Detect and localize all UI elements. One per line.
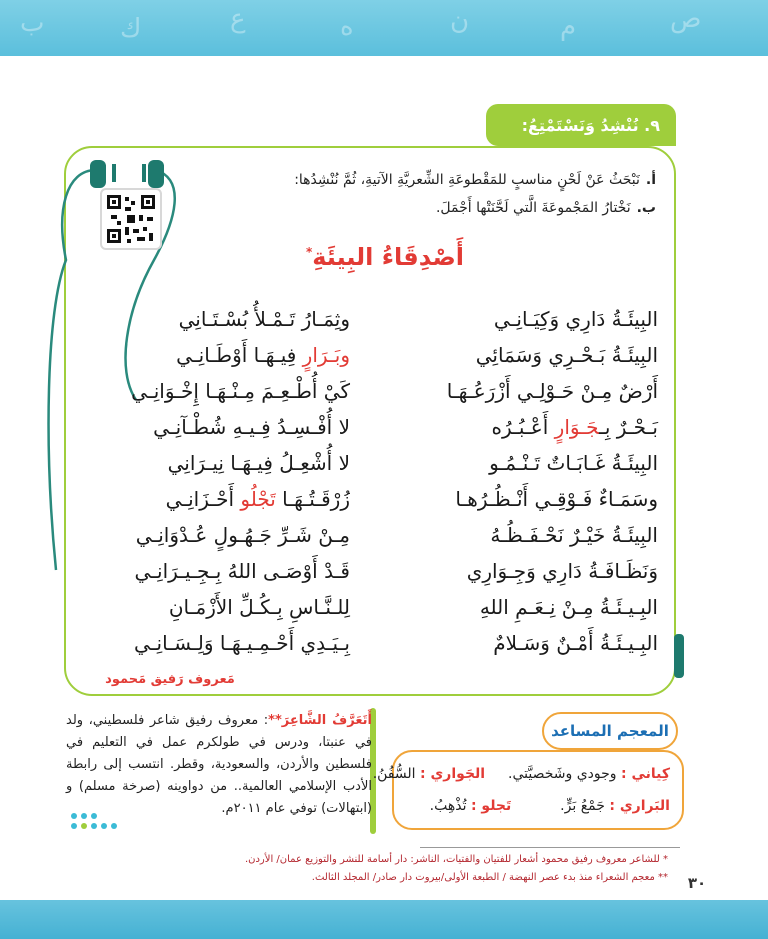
section-title-tab: [486, 104, 676, 146]
verse-2-second: [100, 338, 350, 372]
page-number: ٣٠: [687, 874, 707, 892]
footnote-2: ** معجم الشعراء منذ بدء عصر النهضة / الطبعة الأولى/بيروت دار صادر/ المجلد الثالث.: [311, 872, 668, 883]
bio-text: : معروف رفيق شاعر فلسطيني، ولد في عنبتا، ودرس في طولكرم عمل في التعليم في فلسطين والأردن، والسعودية، وقطر. انتسب إلى رابطة الأدب الإسلامي العالمية.. من دواوينه (صرخة مسلم) و (ابتهالات) توفي عام ٢٠١١م.: [66, 713, 372, 816]
verse-1-second: وثِمَـارُ تَـمْـلأُ بُسْـتَـانِي: [178, 307, 350, 331]
instruction-b-text: نَخْتارُ المَجْموعَةَ الَّتي لَحَّنَتْها أَجْمَلَ.: [435, 200, 631, 216]
footnote-1: * للشاعر معروف رفيق محمود أشعار للفتيان والفتيات، الناشر: دار أسامة للنشر والتوزيع عمان/ الأردن.: [244, 854, 668, 865]
verse-6-second-c: أَحْـزَانِـي: [165, 487, 241, 511]
verse-10-first: البِـيـئَـةُ أَمْـنٌ وَسَـلامٌ: [493, 631, 658, 655]
verse-2-second-b: فِيـهَـا أَوْطَـانِـي: [176, 343, 303, 367]
instruction-b-label: ب.: [636, 200, 656, 216]
verse-9-second: لِلـنَّـاسِ بِـكُـلِّ الأَزْمَـانِ: [168, 595, 350, 619]
section-title: ٩. نُنْشِدُ وَنَسْتَمْتِعُ:: [521, 115, 660, 135]
verse-7-second: مِـنْ شَـرِّ جَـهُـولٍ عُـدْوَانِـي: [135, 523, 350, 547]
glossary-term-1: كِياني :: [620, 766, 670, 782]
verse-6-first: وسَمَـاءٌ فَـوْقِـي أَنْـظُـرُهـا: [455, 487, 658, 511]
glossary-row-1: [373, 766, 670, 782]
verse-8-second: قَـدْ أَوْصَـى اللهُ بِـجِـيـرَانِـي: [134, 559, 350, 583]
bottom-decorative-band: [0, 900, 768, 939]
glossary-meaning-2: السُّفُنُ.: [372, 766, 420, 782]
verse-6-second: [100, 482, 350, 516]
footnote-divider: [420, 847, 680, 848]
verse-3-second: كَيْ أُطْـعِـمَ مِـنْـهَـا إِخْـوَانِـي: [131, 379, 350, 403]
verse-6-second-highlight: تَجْلُو: [240, 487, 276, 511]
verse-5-first: البِيئَـةُ غَـابَـاتٌ تَـنْـمُـو: [489, 451, 658, 475]
instruction-a: [294, 172, 656, 188]
glossary-meaning-3: جَمْعُ بَرٍّ.: [560, 798, 610, 814]
top-decorative-band: ب ك ع ه ن م ص: [0, 0, 768, 56]
glossary-term-3: البَراري :: [609, 798, 670, 814]
qr-code[interactable]: [100, 188, 162, 250]
poem-title-text: أَصْدِقَاءُ البِيئَةِ: [312, 243, 465, 271]
glossary-term-2: الجَواري :: [420, 766, 486, 782]
verse-4-first-c: أَعْـبُـرُه: [491, 415, 555, 439]
qr-pattern-icon: [107, 195, 155, 243]
poem-author: مَعروف رَفيق مَحمود: [105, 672, 235, 687]
verse-2-first: البِيئَـةُ بَـحْـرِي وَسَمَائِي: [475, 343, 658, 367]
glossary-title-tab: [542, 712, 678, 750]
verse-4-first-highlight: جَـوَارٍ: [554, 415, 599, 439]
verse-7-first: البِيئَـةُ خَيْـرٌ نَحْـفَـظُـهُ: [490, 523, 658, 547]
glossary-title: المعجم المساعد: [551, 722, 669, 740]
verse-4-first-a: بَـحْـرٌ بِـ: [598, 415, 658, 439]
glossary-meaning-1: وجودي وشَخصيَّتي.: [508, 766, 621, 782]
verse-1-first: البِيئَـةُ دَارِي وَكِيَـانِـي: [493, 307, 658, 331]
cable-plug-icon: [670, 630, 690, 690]
glossary-box: [372, 750, 684, 830]
poem-title-footnote-mark: *: [305, 245, 313, 259]
instruction-a-text: نَبْحَثُ عَنْ لَحْنٍ مناسبٍ للمَقْطوعَةِ الشِّعريَّةِ الآتيةِ، ثُمَّ نُنْشِدُها:: [294, 172, 640, 188]
verse-4-first: [408, 410, 658, 444]
verse-3-first: أَرْضٌ مِـنْ حَـوْلِـي أَزْرَعُـهَـا: [446, 379, 658, 403]
verse-2-second-highlight: وبَـرَارٍ: [302, 343, 350, 367]
poem-title: [290, 243, 480, 283]
verse-5-second: لا أُشْعِـلُ فِيـهَـا نِيـرَانِي: [167, 451, 350, 475]
verse-9-first: البِـيـئَـةُ مِـنْ نِـعَـمِ اللهِ: [479, 595, 658, 619]
bio-heading: أَتَعَرَّفُ الشَّاعِرَ: [281, 713, 372, 728]
bio-heading-mark: **: [268, 713, 282, 728]
verse-4-second: لا أُفْـسِـدُ فِـيـهِ شُطْـآنِـي: [153, 415, 350, 439]
instruction-b: [436, 200, 656, 216]
verse-8-first: وَنَظَـافَـةُ دَارِي وَجِـوَارِي: [466, 559, 658, 583]
verse-6-second-a: زُرْقَـتُـهَـا: [275, 487, 350, 511]
dots-decoration-icon: [68, 808, 128, 838]
glossary-term-4: تَجلو :: [470, 798, 512, 814]
glossary-meaning-4: تُذْهِبُ.: [429, 798, 471, 814]
verse-10-second: بِـيَـدِي أَحْـمِـيـهَـا وَلِـسَـانِـي: [134, 631, 350, 655]
glossary-row-2: [430, 798, 670, 814]
instruction-a-label: أ.: [645, 172, 656, 188]
